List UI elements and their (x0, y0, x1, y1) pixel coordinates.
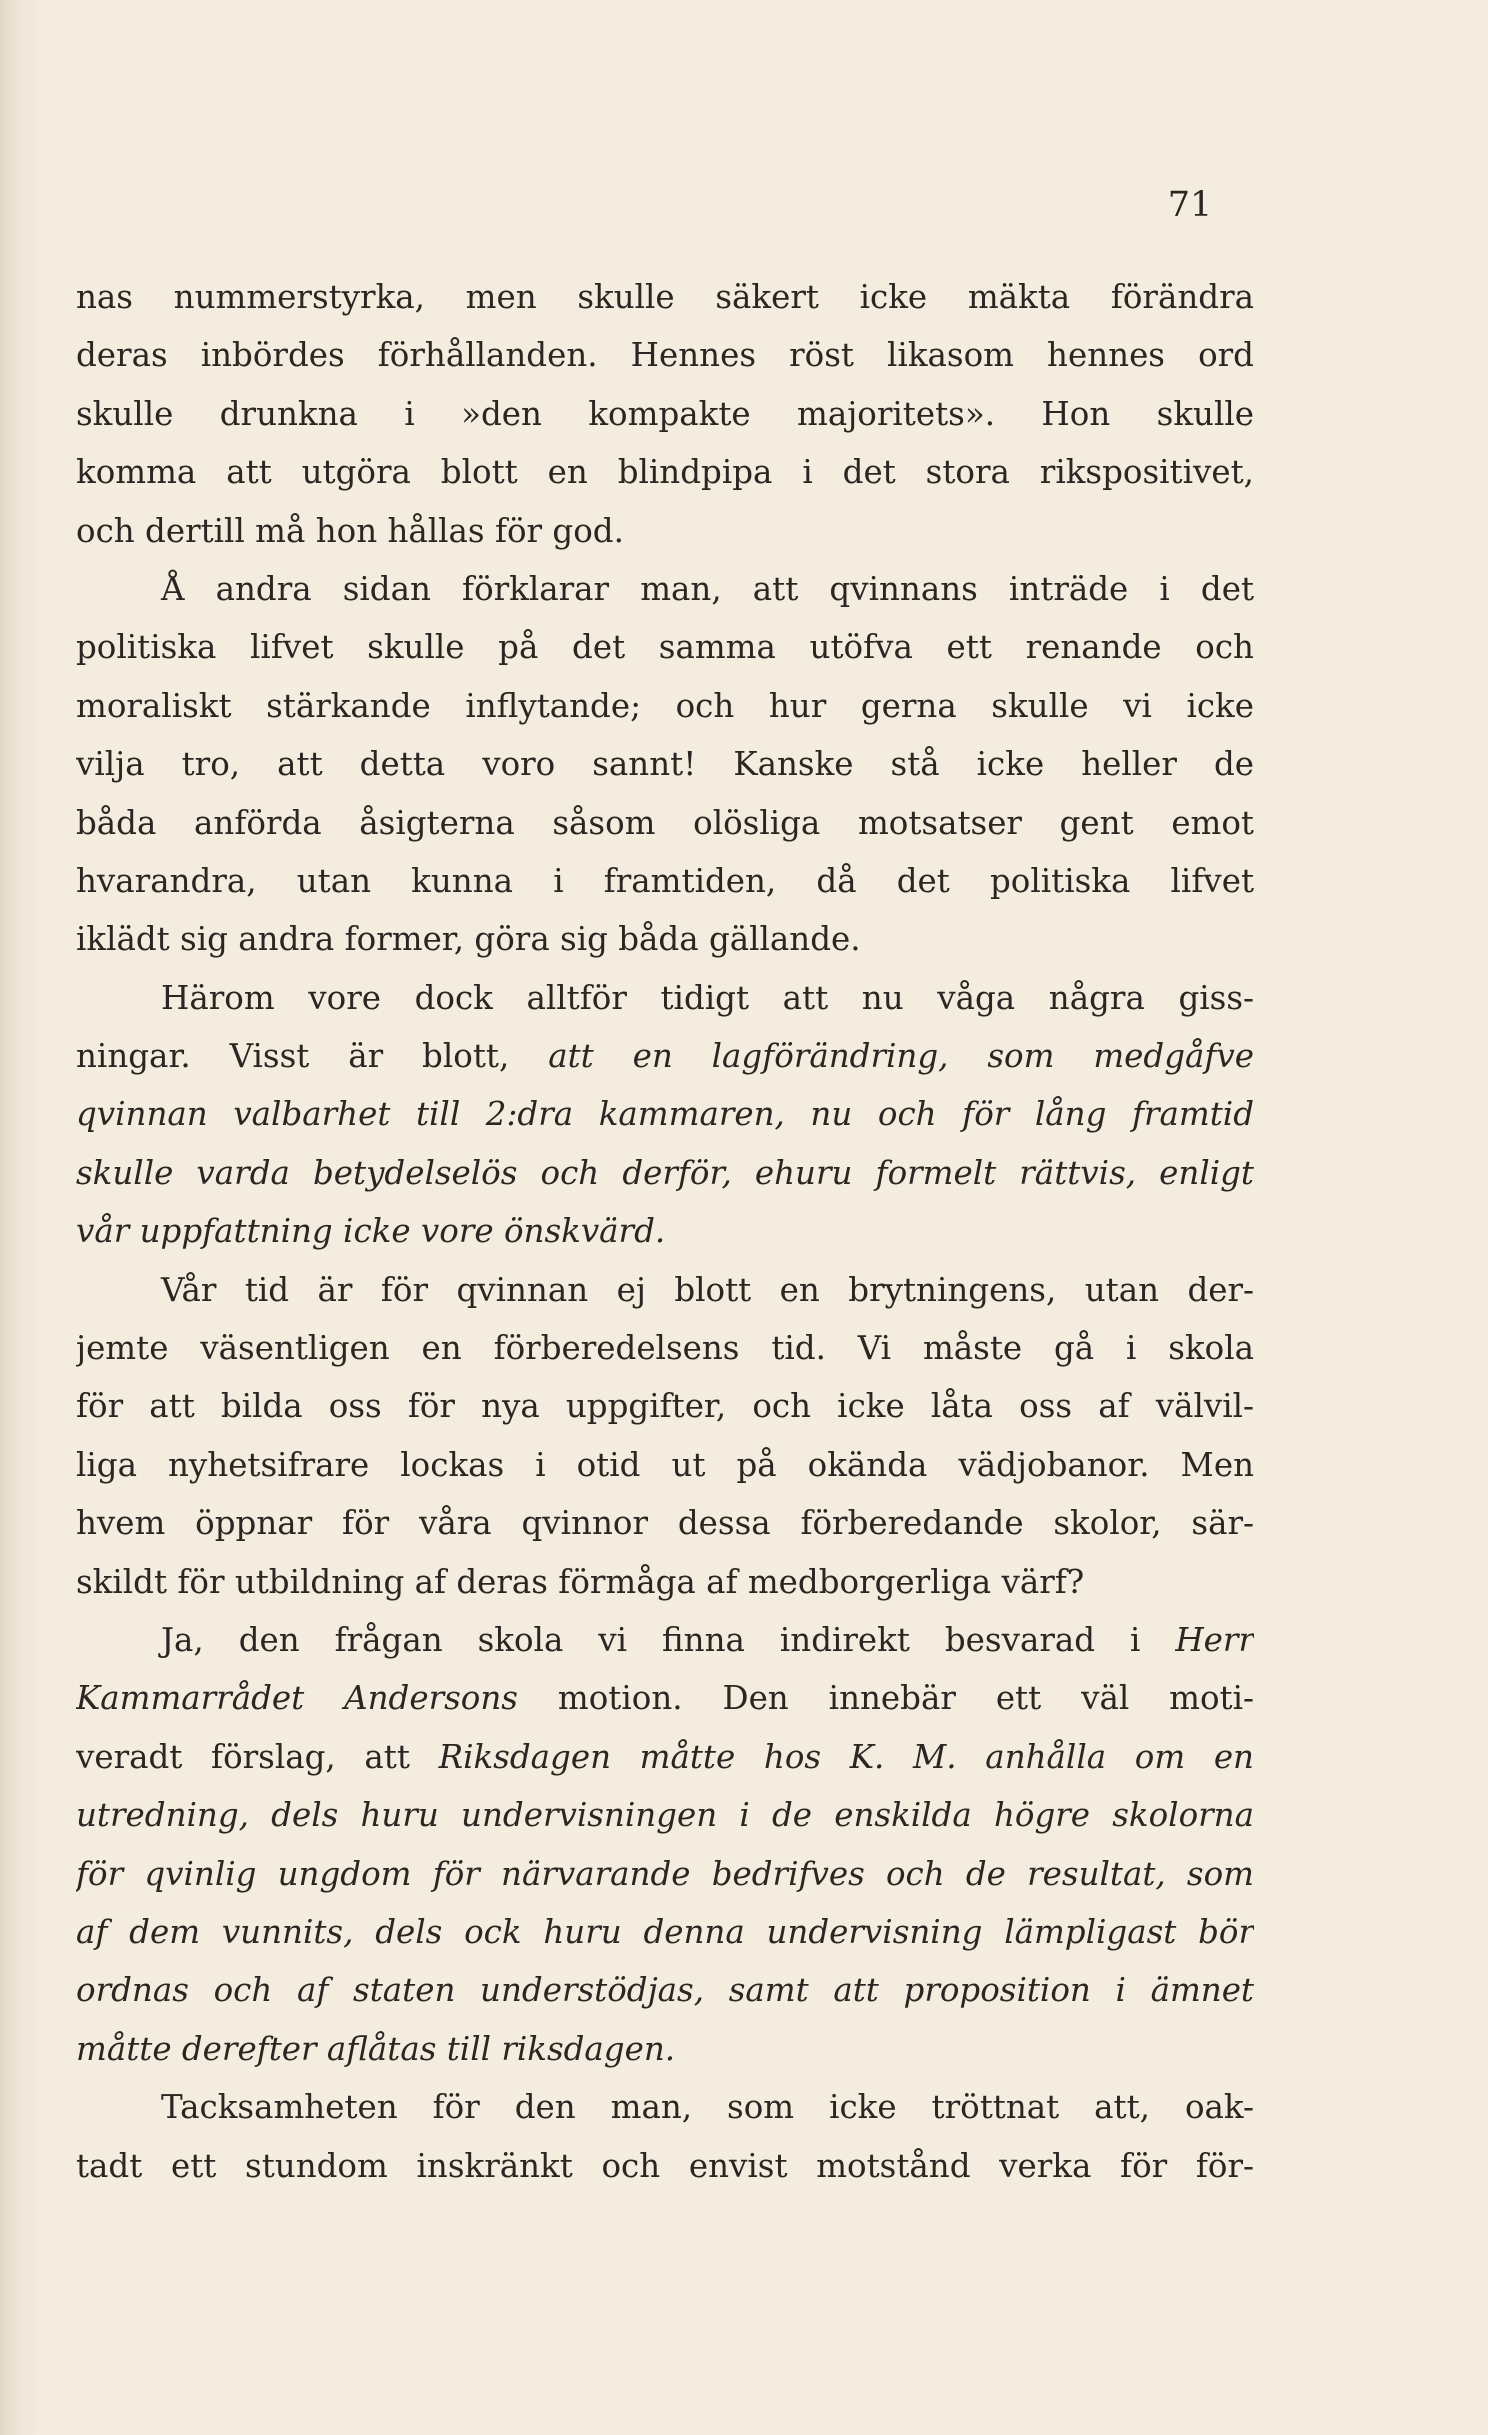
text-line (76, 1669, 1254, 1727)
text-segment: motion. Den innebär ett väl moti- (517, 1679, 1254, 1718)
text-segment: politiska lifvet skulle på det samma utöfva ett renande och (76, 628, 1254, 667)
text-segment: moraliskt stärkande inflytande; och hur gerna skulle vi icke (76, 686, 1254, 725)
text-line (76, 2078, 1254, 2136)
text-line (76, 969, 1254, 1027)
text-line (76, 385, 1254, 443)
text-segment: jemte väsentligen en förberedelsens tid. Vi måste gå i skola (76, 1329, 1254, 1368)
text-line (76, 1377, 1254, 1435)
text-segment: tadt ett stundom inskränkt och envist motstånd verka för för- (76, 2146, 1254, 2185)
text-segment: veradt förslag, att (76, 1737, 439, 1776)
italic-text-segment: skulle varda betydelselös och derför, ehuru formelt rättvis, enligt (76, 1153, 1254, 1192)
text-segment: Å andra sidan förklarar man, att qvinnans inträde i det (161, 569, 1254, 608)
text-segment: båda anförda åsigterna såsom olösliga motsatser gent emot (76, 803, 1254, 842)
text-line (76, 1845, 1254, 1903)
italic-text-segment: qvinnan valbarhet till 2:dra kammaren, nu och för lång framtid (76, 1095, 1254, 1134)
text-segment: Ja, den frågan skola vi finna indirekt besvarad i (161, 1620, 1176, 1659)
text-segment: och dertill må hon hållas för god. (76, 511, 624, 550)
text-segment: hvarandra, utan kunna i framtiden, då det politiska lifvet (76, 861, 1254, 900)
text-line (76, 326, 1254, 384)
text-line (76, 1494, 1254, 1552)
text-line (76, 1085, 1254, 1143)
italic-text-segment: Kammarrådet Andersons (76, 1679, 518, 1718)
body-text (76, 268, 1254, 2195)
text-line (76, 1961, 1254, 2019)
text-segment: komma att utgöra blott en blindpipa i det stora rikspositivet, (76, 453, 1254, 492)
text-line (76, 1261, 1254, 1319)
italic-text-segment: Riksdagen måtte hos K. M. anhålla om en (438, 1737, 1254, 1776)
text-line (76, 618, 1254, 676)
text-segment: ningar. Visst är blott, (76, 1037, 549, 1076)
italic-text-segment: för qvinlig ungdom för närvarande bedrifves och de resultat, som (76, 1854, 1254, 1893)
text-line (76, 677, 1254, 735)
italic-text-segment: af dem vunnits, dels ock huru denna undervisning lämpligast bör (76, 1912, 1254, 1951)
text-line (76, 1319, 1254, 1377)
text-segment: Härom vore dock alltför tidigt att nu våga några giss- (161, 978, 1254, 1017)
text-line (76, 1144, 1254, 1202)
text-line (76, 1611, 1254, 1669)
text-line (76, 268, 1254, 326)
text-line (76, 502, 1254, 560)
text-line (76, 1728, 1254, 1786)
text-line (76, 560, 1254, 618)
text-segment: iklädt sig andra former, göra sig båda gällande. (76, 920, 861, 959)
text-segment: vilja tro, att detta voro sannt! Kanske stå icke heller de (76, 745, 1254, 784)
text-line (76, 1786, 1254, 1844)
text-line (76, 1436, 1254, 1494)
text-line (76, 443, 1254, 501)
page-number: 71 (1167, 185, 1213, 225)
italic-text-segment: att en lagförändring, som medgåfve (548, 1037, 1254, 1076)
text-line (76, 2020, 1254, 2078)
text-segment: Tacksamheten för den man, som icke tröttnat att, oak- (161, 2088, 1254, 2127)
text-segment: Vår tid är för qvinnan ej blott en brytningens, utan der- (161, 1270, 1254, 1309)
italic-text-segment: måtte derefter aflåtas till riksdagen. (76, 2029, 676, 2068)
text-line (76, 1027, 1254, 1085)
text-segment: liga nyhetsifrare lockas i otid ut på okända vädjobanor. Men (76, 1445, 1254, 1484)
text-segment: hvem öppnar för våra qvinnor dessa förberedande skolor, sär- (76, 1504, 1254, 1543)
italic-text-segment: ordnas och af staten understödjas, samt att proposition i ämnet (76, 1971, 1254, 2010)
text-line (76, 1903, 1254, 1961)
text-line (76, 1553, 1254, 1611)
text-line (76, 910, 1254, 968)
text-line (76, 2137, 1254, 2195)
italic-text-segment: utredning, dels huru undervisningen i de enskilda högre skolorna (76, 1796, 1254, 1835)
text-line (76, 1202, 1254, 1260)
text-segment: för att bilda oss för nya uppgifter, och icke låta oss af välvil- (76, 1387, 1254, 1426)
text-line (76, 735, 1254, 793)
text-segment: nas nummerstyrka, men skulle säkert icke mäkta förändra (76, 278, 1254, 316)
italic-text-segment: Herr (1175, 1620, 1254, 1659)
text-segment: skulle drunkna i »den kompakte majoritets». Hon skulle (76, 394, 1254, 433)
text-segment: deras inbördes förhållanden. Hennes röst likasom hennes ord (76, 336, 1254, 375)
text-line (76, 794, 1254, 852)
italic-text-segment: vår uppfattning icke vore önskvärd. (76, 1212, 666, 1251)
text-segment: skildt för utbildning af deras förmåga af medborgerliga värf? (76, 1562, 1085, 1601)
text-line (76, 852, 1254, 910)
